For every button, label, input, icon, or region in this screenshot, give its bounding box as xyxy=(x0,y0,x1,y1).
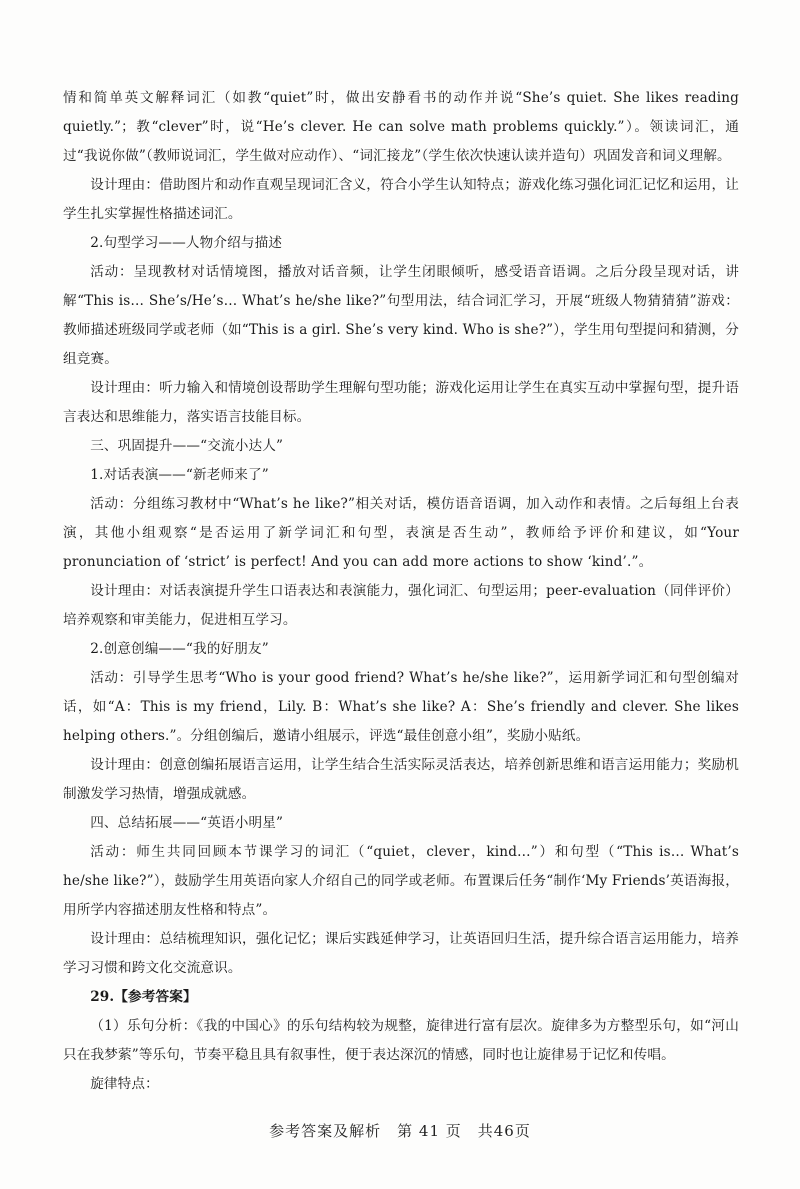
paragraph-sentence-activity: 活动：呈现教材对话情境图，播放对话音频，让学生闭眼倾听，感受语音语调。之后分段呈现对话，讲解“This is… She’s/He’s… What’s he/she like?”句型用法，结合词汇学习，开展“班级人物猜猜猜”游戏：教师描述班级同学或老师（如“This is a girl. She’s very kind. Who is she?”），学生用句型提问和猜测，分组竞赛。 xyxy=(63,264,739,367)
paragraph-creative-activity: 活动：引导学生思考“Who is your good friend? What’s he/she like?”，运用新学词汇和句型创编对话，如“A：This is my friend，Lily. B：What’s she like? A：She’s friendly and clever. She likes helping others.”。分组创编后，邀请小组展示，评选“最佳创意小组”，奖励小贴纸。 xyxy=(63,670,739,744)
heading-dialogue-performance: 1.对话表演——“新老师来了” xyxy=(90,467,269,483)
heading-sentence-learning: 2.句型学习——人物介绍与描述 xyxy=(90,235,283,251)
page-body xyxy=(63,84,739,1099)
heading-summary-extension: 四、总结拓展——“英语小明星” xyxy=(90,815,284,831)
page-footer: 参考答案及解析 第 41 页 共46页 xyxy=(269,1122,531,1140)
paragraph-dialogue-rationale: 设计理由：对话表演提升学生口语表达和表演能力，强化词汇、句型运用；peer-evaluation（同伴评价）培养观察和审美能力，促进相互学习。 xyxy=(63,583,739,628)
heading-answer-29: 29.【参考答案】 xyxy=(90,989,197,1005)
paragraph-creative-rationale: 设计理由：创意创编拓展语言运用，让学生结合生活实际灵活表达，培养创新思维和语言运用能力；奖励机制激发学习热情，增强成就感。 xyxy=(63,757,739,802)
paragraph-melody-features: 旋律特点： xyxy=(90,1076,159,1092)
paragraph-sentence-rationale: 设计理由：听力输入和情境创设帮助学生理解句型功能；游戏化运用让学生在真实互动中掌握句型，提升语言表达和思维能力，落实语言技能目标。 xyxy=(63,380,739,425)
paragraph-vocab-continued: 情和简单英文解释词汇（如教“quiet”时，做出安静看书的动作并说“She’s quiet. She likes reading quietly.”；教“clever”时，说“He’s clever. He can solve math problems quickly.”）。领读词汇，通过“我说你做”（教师说词汇，学生做对应动作）、“词汇接龙”（学生依次快速认读并造句）巩固发音和词义理解。 xyxy=(63,90,739,164)
paragraph-summary-rationale: 设计理由：总结梳理知识，强化记忆；课后实践延伸学习，让英语回归生活，提升综合语言运用能力，培养学习习惯和跨文化交流意识。 xyxy=(63,931,739,976)
heading-creative-writing: 2.创意创编——“我的好朋友” xyxy=(90,641,269,657)
paragraph-vocab-rationale: 设计理由：借助图片和动作直观呈现词汇含义，符合小学生认知特点；游戏化练习强化词汇记忆和运用，让学生扎实掌握性格描述词汇。 xyxy=(63,177,739,222)
paragraph-dialogue-activity: 活动：分组练习教材中“What’s he like?”相关对话，模仿语音语调，加入动作和表情。之后每组上台表演，其他小组观察“是否运用了新学词汇和句型，表演是否生动”，教师给予评价和建议，如“Your pronunciation of ‘strict’ is perfect! And you can add more actions to show ‘kind’.”。 xyxy=(63,496,739,570)
heading-consolidation: 三、巩固提升——“交流小达人” xyxy=(90,438,284,454)
paragraph-phrase-analysis: （1）乐句分析：《我的中国心》的乐句结构较为规整，旋律进行富有层次。旋律多为方整型乐句，如“河山只在我梦萦”等乐句，节奏平稳且具有叙事性，便于表达深沉的情感，同时也让旋律易于记忆和传唱。 xyxy=(63,1018,739,1063)
paragraph-summary-activity: 活动：师生共同回顾本节课学习的词汇（“quiet，clever，kind…”）和句型（“This is… What’s he/she like?”），鼓励学生用英语向家人介绍自己的同学或老师。布置课后任务“制作‘My Friends’英语海报，用所学内容描述朋友性格和特点”。 xyxy=(63,844,739,918)
